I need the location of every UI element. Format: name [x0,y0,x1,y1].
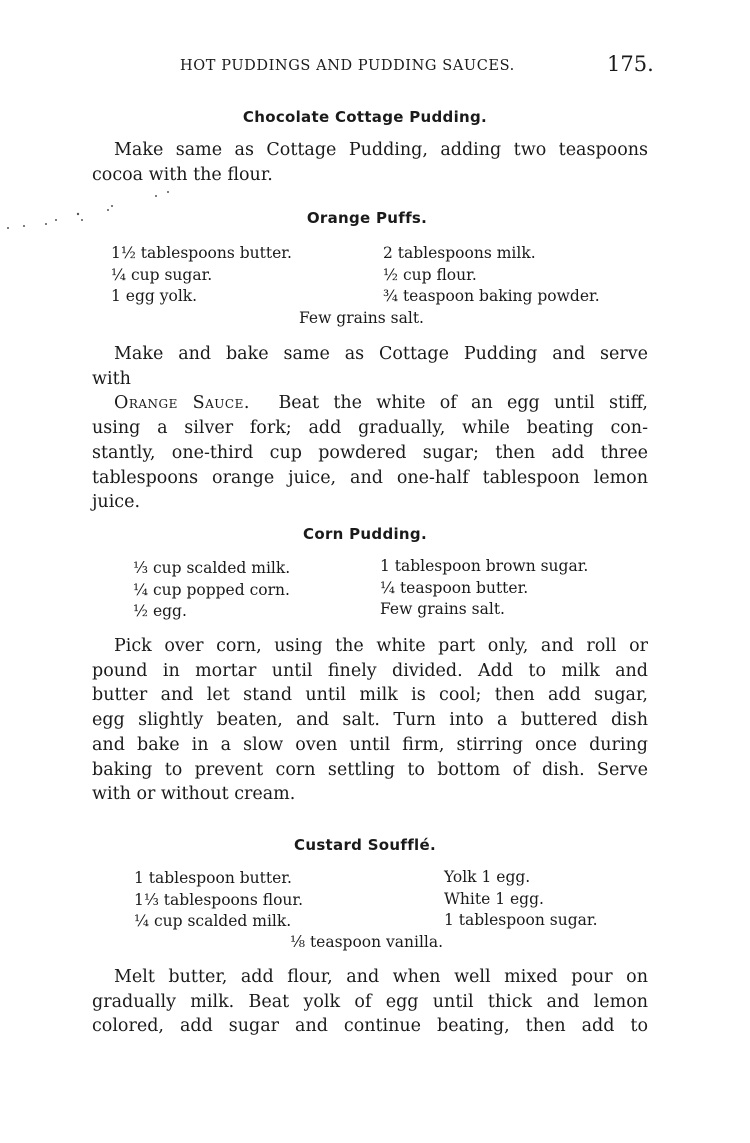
text-line: with [92,368,131,389]
ingredient: 1 egg yolk. [111,287,198,305]
orange-puffs-method [92,342,648,515]
text-line: cocoa with the flour. [92,164,273,185]
ingredient: ¾ teaspoon baking powder. [383,287,600,305]
recipe-title-corn-pudding: Corn Pudding. [303,525,427,543]
text-line: colored, add sugar and continue beating, then add to [92,1016,648,1037]
page-number: 175. [607,52,654,76]
text-line: stantly, one-third cup powdered sugar; then add three [92,442,648,463]
chocolate-method [92,138,648,187]
text-line: Beat the white of an egg until stiff, [278,393,648,414]
ingredient: ½ egg. [133,602,187,620]
recipe-title-orange-puffs: Orange Puffs. [306,209,428,227]
ingredients-left-orange-puffs [111,243,292,308]
text-line: tablespoons orange juice, and one-half tablespoon lemon [92,467,648,488]
text-line: with or without cream. [92,784,296,805]
text-line: egg slightly beaten, and salt. Turn into a buttered dish [92,710,648,731]
ingredient: 1 tablespoon butter. [134,869,292,887]
text-line: using a silver fork; add gradually, while beating con- [92,418,648,439]
ingredient: 1 tablespoon sugar. [444,911,598,929]
text-line: pound in mortar until finely divided. Add to milk and [92,660,648,681]
text-line: and bake in a slow oven until firm, stirring once during [92,734,648,755]
text-line: baking to prevent corn settling to bottom of dish. Serve [92,759,648,780]
text-line: juice. [92,492,141,513]
ingredient: ¼ teaspoon butter. [380,578,529,597]
recipe-title-custard-souffle: Custard Soufflé. [294,836,436,854]
ingredient: 1⅓ tablespoons flour. [134,890,304,909]
ingredient: 2 tablespoons milk. [383,244,536,262]
ingredient: ¼ cup scalded milk. [134,912,292,930]
ingredient-center-custard-souffle: ⅛ teaspoon vanilla. [290,933,444,951]
ingredient-center-orange-puffs: Few grains salt. [299,309,424,327]
corn-pudding-method [92,634,648,807]
ingredient: Few grains salt. [380,600,505,618]
text-line: gradually milk. Beat yolk of egg until thick and lemon [92,991,648,1012]
ingredient: ½ cup flour. [383,265,477,284]
running-head [180,52,660,80]
sauce-first-line [92,391,648,416]
ingredients-right-custard-souffle [444,867,598,932]
running-title: HOT PUDDINGS AND PUDDING SAUCES. [180,58,515,74]
ingredients-right-corn-pudding [380,556,588,621]
ingredient: ¼ cup popped corn. [133,580,290,599]
ingredient: 1 tablespoon brown sugar. [380,557,589,575]
ingredients-left-corn-pudding [133,558,290,623]
ingredient: 1½ tablespoons butter. [111,244,292,262]
text-line: butter and let stand until milk is cool; then add sugar, [92,685,648,706]
text-line: Make same as Cottage Pudding, adding two teaspoons [114,140,648,160]
ingredient: White 1 egg. [444,889,544,908]
ingredient: Yolk 1 egg. [444,868,531,886]
ingredient: ⅓ cup scalded milk. [133,559,291,577]
recipe-title-chocolate: Chocolate Cottage Pudding. [242,108,488,126]
text-line: Pick over corn, using the white part only, and roll or [114,636,648,656]
text-line: Melt butter, add flour, and when well mixed pour on [114,967,648,987]
ingredients-right-orange-puffs [383,243,600,308]
sauce-name: Orange Sauce. [114,393,250,414]
ingredient: ¼ cup sugar. [111,265,213,284]
text-line: Make and bake same as Cottage Pudding and serve [114,344,648,364]
ingredients-left-custard-souffle [134,868,303,933]
custard-souffle-method [92,965,648,1039]
